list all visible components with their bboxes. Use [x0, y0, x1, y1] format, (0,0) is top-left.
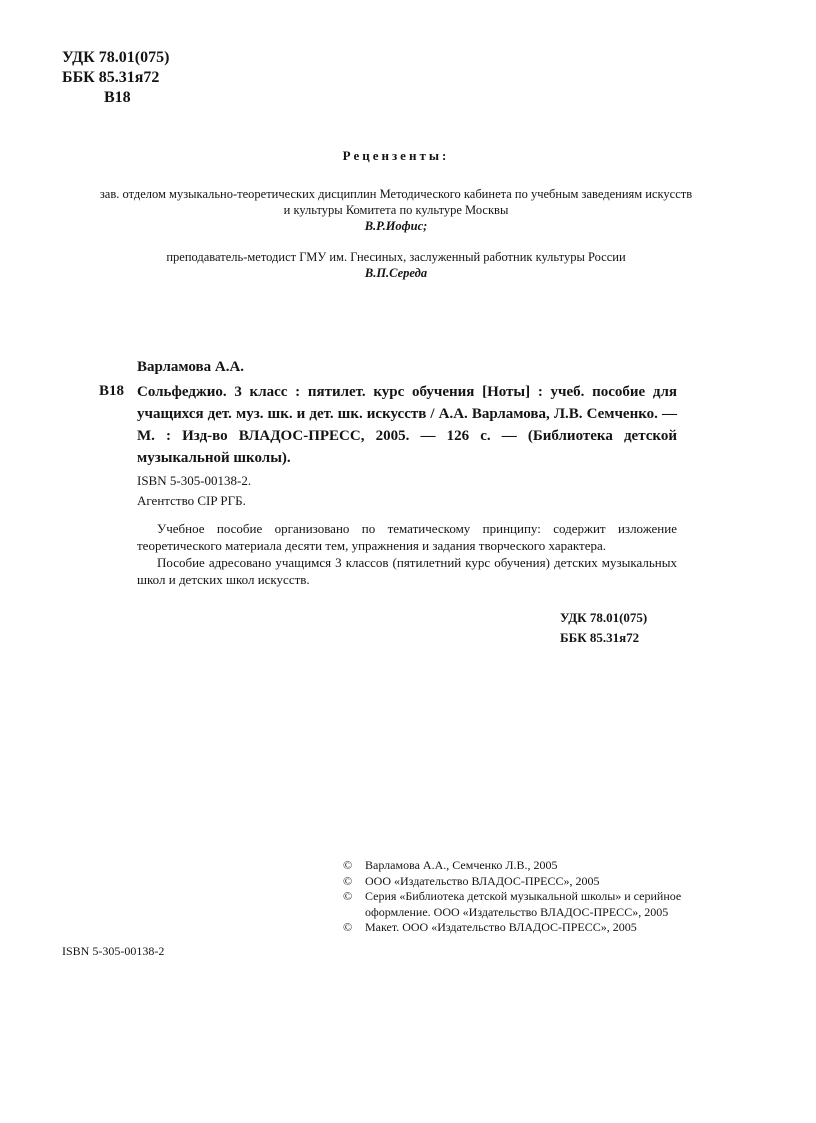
reviewer-first-affiliation: зав. отделом музыкально-теоретических дисциплин Методического кабинета по учебным заведениям искусств и культуры Комитета по культуре Москвы — [99, 187, 693, 217]
catalog-description: Сольфеджио. 3 класс : пятилет. курс обучения [Ноты] : учеб. пособие для учащихся дет. муз. шк. и дет. шк. искусств / А.А. Варламова, Л.В. Семченко. —М. : Изд-во ВЛАДОС-ПРЕСС, 2005. — 126 с. — (Библиотека детской музыкальной школы). — [137, 384, 677, 466]
classification-header — [62, 48, 169, 108]
copyright-icon: © — [343, 858, 353, 872]
copyright-row — [343, 858, 685, 874]
reviewer-second — [96, 249, 696, 281]
catalog-isbn: ISBN 5-305-00138-2. — [137, 473, 252, 488]
reviewer-second-name: В.П.Середа — [364, 266, 428, 280]
catalog-code: В18 — [99, 383, 125, 399]
copyright-icon: © — [343, 873, 353, 888]
copyright-block — [343, 858, 685, 936]
reviewers-title: Рецензенты: — [342, 148, 450, 163]
copyright-line-2: ООО «Издательство ВЛАДОС-ПРЕСС», 2005 — [365, 873, 600, 888]
copyright-icon: © — [343, 889, 353, 903]
copyright-line-1: Варламова А.А., Семченко Л.В., 2005 — [365, 858, 558, 872]
bbk-code: ББК 85.31я72 — [62, 69, 160, 86]
abstract-paragraph-1: Учебное пособие организовано по тематическому принципу: содержит изложение теоретического материала десяти тем, упражнения и задания творческого характера. — [137, 521, 677, 553]
bbk-code-right: ББК 85.31я72 — [560, 630, 640, 645]
reviewer-second-affiliation: преподаватель-методист ГМУ им. Гнесиных, заслуженный работник культуры России — [166, 250, 626, 264]
copyright-row — [343, 889, 685, 920]
copyright-icon: © — [343, 920, 353, 934]
copyright-line-4: Макет. ООО «Издательство ВЛАДОС-ПРЕСС», 2005 — [365, 920, 637, 934]
author-mark: В18 — [104, 89, 131, 106]
copyright-row — [343, 920, 685, 936]
footer-isbn: ISBN 5-305-00138-2 — [62, 944, 165, 958]
abstract-paragraph-2: Пособие адресовано учащимся 3 классов (пятилетний курс обучения) детских музыкальных школ и детских школ искусств. — [137, 555, 677, 587]
classification-right — [560, 608, 647, 648]
catalog-isbn-block — [137, 471, 251, 511]
udk-code-right: УДК 78.01(075) — [560, 610, 648, 625]
catalog-author: Варламова А.А. — [137, 359, 245, 375]
copyright-line-3: Серия «Библиотека детской музыкальной школы» и серийное оформление. ООО «Издательство ВЛАДОС-ПРЕСС», 2005 — [365, 889, 682, 919]
abstract — [137, 520, 677, 588]
catalog-agency: Агентство CIP РГБ. — [137, 493, 246, 508]
reviewer-first — [96, 186, 696, 234]
udk-code: УДК 78.01(075) — [62, 49, 170, 66]
reviewer-first-name: В.Р.Иофис; — [364, 219, 428, 233]
copyright-row — [343, 874, 685, 890]
